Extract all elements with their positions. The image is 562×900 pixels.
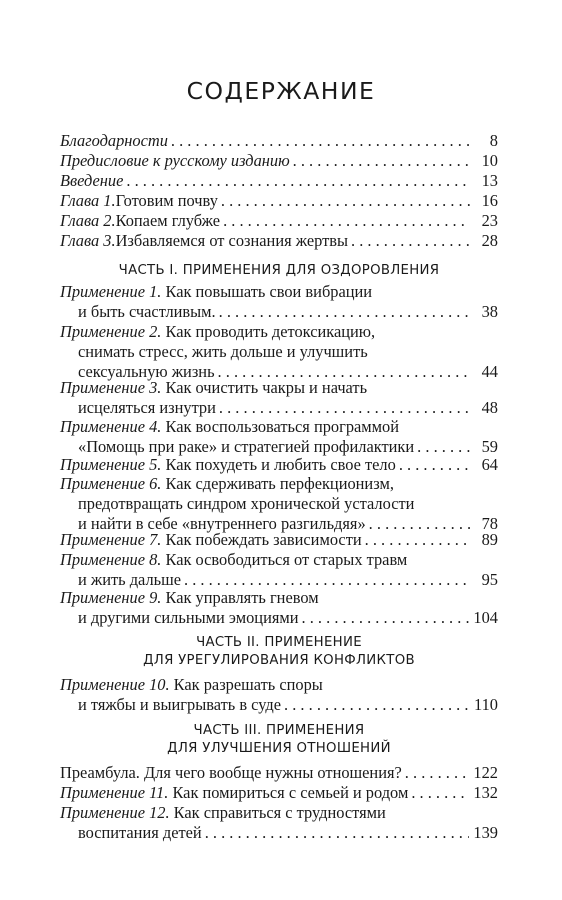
entry-text: Как освободиться от старых травм — [165, 550, 408, 569]
toc-entry-chapter-2 — [60, 211, 498, 231]
part-1-heading: ЧАСТЬ I. ПРИМЕНЕНИЯ ДЛЯ ОЗДОРОВЛЕНИЯ — [118, 263, 440, 278]
entry-label: Применение 5. — [60, 455, 162, 474]
toc-entry-chapter-1 — [60, 191, 498, 211]
dot-leader — [184, 570, 470, 590]
entry-text: сексуальную жизнь — [78, 362, 215, 381]
entry-text: исцеляться изнутри — [78, 398, 216, 417]
entry-label: Применение 7. — [60, 530, 162, 549]
entry-text: и найти в себе «внутреннего разгильдяя» — [78, 514, 366, 533]
entry-text: предотвращать синдром хронической усталости — [78, 494, 415, 513]
entry-label: Применение 1. — [60, 282, 162, 301]
page-number: 44 — [481, 362, 498, 381]
toc-entry-application-6 — [60, 474, 498, 534]
entry-label: Применение 11. — [60, 783, 169, 802]
part-2-heading-line-2: ДЛЯ УРЕГУЛИРОВАНИЯ КОНФЛИКТОВ — [143, 653, 415, 668]
dot-leader — [219, 302, 470, 322]
entry-label: Предисловие к русскому изданию — [60, 151, 290, 170]
page-number: 89 — [481, 530, 498, 549]
toc-entry-application-4 — [60, 417, 498, 457]
dot-leader — [205, 823, 470, 843]
part-3-heading — [60, 722, 498, 758]
page-number: 59 — [481, 437, 498, 456]
toc-entry-application-2 — [60, 322, 498, 382]
part-3-heading-line-1: ЧАСТЬ III. ПРИМЕНЕНИЯ — [193, 723, 365, 738]
dot-leader — [417, 437, 470, 457]
toc-entry-preamble — [60, 763, 498, 783]
entry-text: Как разрешать споры — [173, 675, 323, 694]
entry-text: Преамбула. Для чего вообще нужны отношения? — [60, 763, 402, 782]
toc-entry-application-7 — [60, 530, 498, 550]
dot-leader — [405, 763, 470, 783]
entry-text: и быть счастливым. — [78, 302, 216, 321]
entry-text: Готовим почву — [115, 191, 218, 210]
entry-label: Применение 8. — [60, 550, 162, 569]
entry-text: Как сдерживать перфекционизм, — [165, 474, 394, 493]
entry-text: Как помириться с семьей и родом — [172, 783, 409, 802]
dot-leader — [221, 191, 470, 211]
entry-text: Как повышать свои вибрации — [165, 282, 373, 301]
page-number: 104 — [473, 608, 498, 627]
entry-label: Применение 2. — [60, 322, 162, 341]
dot-leader — [284, 695, 470, 715]
entry-label: Благодарности — [60, 131, 168, 150]
part-2-heading-line-1: ЧАСТЬ II. ПРИМЕНЕНИЕ — [196, 635, 362, 650]
page-number: 78 — [481, 514, 498, 533]
page-number: 122 — [473, 763, 498, 782]
toc-entry-introduction — [60, 171, 498, 191]
entry-text: и другими сильными эмоциями — [78, 608, 299, 627]
dot-leader — [223, 211, 470, 231]
page-number: 28 — [481, 231, 498, 250]
dot-leader — [365, 530, 470, 550]
toc-entry-preface — [60, 151, 498, 171]
toc-entry-application-1 — [60, 282, 498, 322]
toc-entry-application-12 — [60, 803, 498, 843]
entry-text: Как воспользоваться программой — [165, 417, 400, 436]
page-title: СОДЕРЖАНИЕ — [186, 77, 376, 105]
page-number: 8 — [489, 131, 498, 150]
entry-text: и тяжбы и выигрывать в суде — [78, 695, 282, 714]
entry-text: и жить дальше — [78, 570, 182, 589]
page-number: 95 — [481, 570, 498, 589]
entry-text: Как справиться с трудностями — [173, 803, 386, 822]
entry-label: Применение 10. — [60, 675, 170, 694]
entry-text: воспитания детей — [78, 823, 202, 842]
dot-leader — [171, 131, 470, 151]
page-number: 48 — [481, 398, 498, 417]
toc-entry-application-11 — [60, 783, 498, 803]
entry-label: Глава 3. — [60, 231, 116, 250]
entry-label: Глава 1. — [60, 191, 116, 210]
dot-leader — [219, 398, 470, 418]
dot-leader — [351, 231, 470, 251]
entry-label: Применение 3. — [60, 378, 162, 397]
dot-leader — [126, 171, 470, 191]
toc-entry-acknowledgements — [60, 131, 498, 151]
entry-text: Как проводить детоксикацию, — [165, 322, 376, 341]
entry-label: Применение 12. — [60, 803, 170, 822]
entry-text: Как очистить чакры и начать — [165, 378, 368, 397]
dot-leader — [302, 608, 470, 628]
toc-entry-application-3 — [60, 378, 498, 418]
page-number: 139 — [473, 823, 498, 842]
dot-leader — [293, 151, 470, 171]
page-number: 23 — [481, 211, 498, 230]
page-number: 38 — [481, 302, 498, 321]
part-2-heading — [60, 634, 498, 670]
page-number: 110 — [474, 695, 498, 714]
page-number: 132 — [473, 783, 498, 802]
toc-entry-application-10 — [60, 675, 498, 715]
entry-text: Как похудеть и любить свое тело — [165, 455, 396, 474]
entry-label: Применение 4. — [60, 417, 162, 436]
entry-text: Избавляемся от сознания жертвы — [115, 231, 349, 250]
dot-leader — [411, 783, 469, 803]
page-number: 64 — [481, 455, 498, 474]
toc-entry-application-5 — [60, 455, 498, 475]
entry-text: Как побеждать зависимости — [165, 530, 362, 549]
page-number: 10 — [481, 151, 498, 170]
entry-text: Как управлять гневом — [165, 588, 319, 607]
part-3-heading-line-2: ДЛЯ УЛУЧШЕНИЯ ОТНОШЕНИЙ — [167, 741, 391, 756]
entry-text: снимать стресс, жить дольше и улучшить — [78, 342, 368, 361]
entry-label: Применение 6. — [60, 474, 162, 493]
toc-entry-application-9 — [60, 588, 498, 628]
entry-text: «Помощь при раке» и стратегией профилактики — [78, 437, 415, 456]
entry-label: Введение — [60, 171, 124, 190]
page-number: 16 — [481, 191, 498, 210]
toc-entry-application-8 — [60, 550, 498, 590]
entry-label: Применение 9. — [60, 588, 162, 607]
toc-entry-chapter-3 — [60, 231, 498, 251]
dot-leader — [399, 455, 470, 475]
entry-text: Копаем глубже — [115, 211, 221, 230]
page-number: 13 — [481, 171, 498, 190]
entry-label: Глава 2. — [60, 211, 116, 230]
